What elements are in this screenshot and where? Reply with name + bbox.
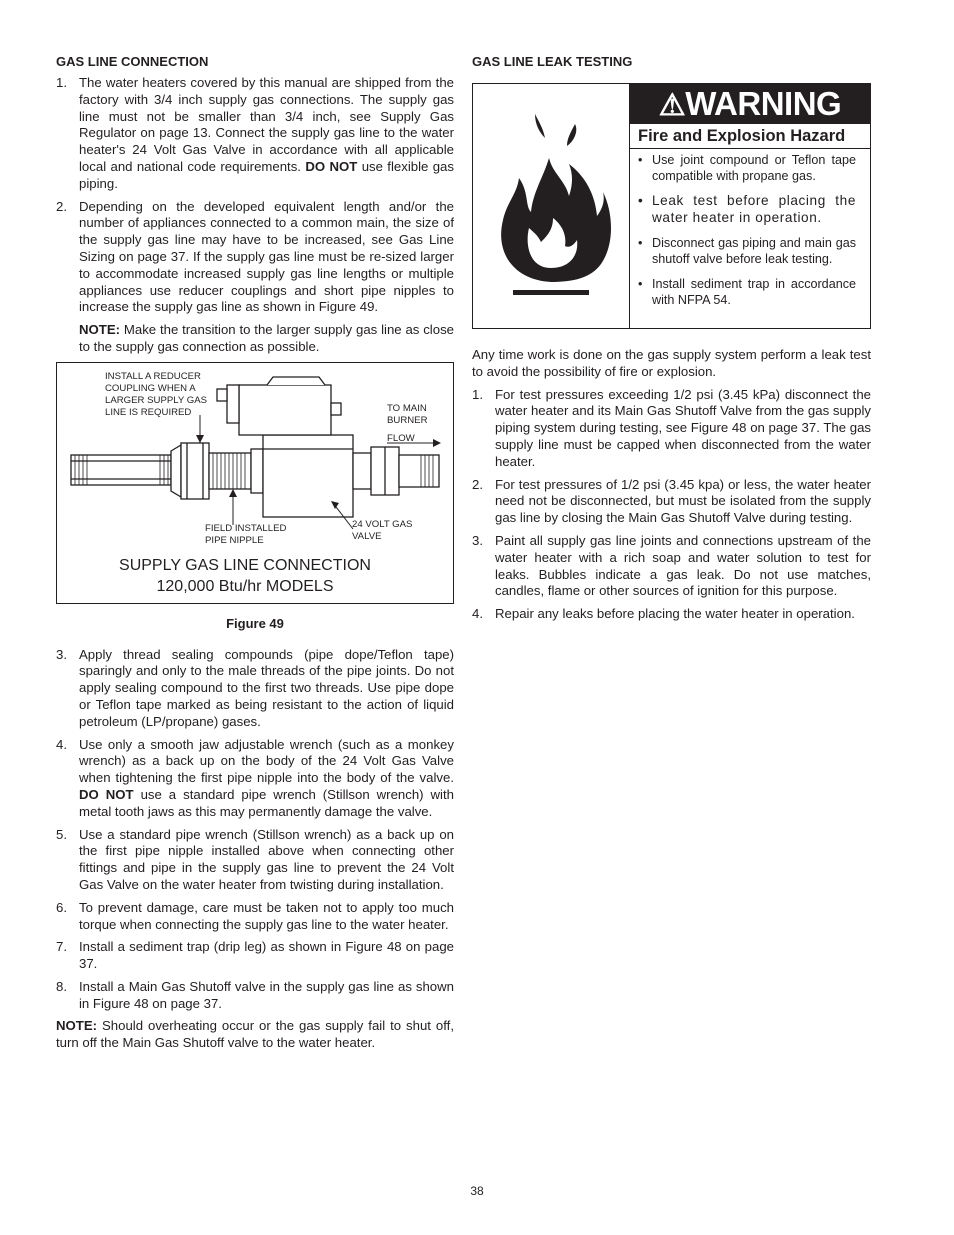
warning-bullet: • Leak test before placing the water heater in operation. [638, 193, 856, 225]
list-item: 5. Use a standard pipe wrench (Stillson wrench) as a back up on the first pipe nipple installed above when connecting other fittings and pipe in the supply gas line to prevent the 24 Volt Gas Valve on the water heater from twisting during installation. [56, 826, 454, 892]
list-item: 3. Paint all supply gas line joints and connections upstream of the water heater with a rich soap and water solution to test for leaks. Bubbles indicate a gas leak. Do not use matches, candles, flame or other sources of ignition for this purpose. [472, 532, 871, 599]
warning-header: ⚠WARNING [630, 84, 870, 124]
figure-49-box [56, 362, 454, 604]
label-pipe-nipple: FIELD INSTALLED PIPE NIPPLE [205, 522, 287, 546]
warning-triangle-icon: ⚠ [658, 89, 686, 122]
list-item: 3. Apply thread sealing compounds (pipe dope/Teflon tape) sparingly and only to the male threads of the pipe joints. Do not apply sealing compound to the first two threads. Use pipe dope or Teflon tape marked as being resistant to the action of liquid petroleum (LP/propane) gases. [56, 646, 454, 729]
list-item: 1. For test pressures exceeding 1/2 psi (3.45 kPa) disconnect the water heater and its Main Gas Shutoff Valve from the gas supply piping system during testing, see Figure 48 on page 37. The gas supply line must be capped when disconnected from the water heater. [472, 386, 871, 469]
warning-bullet: • Use joint compound or Teflon tape compatible with propane gas. [638, 153, 856, 183]
gas-line-connection-heading: GAS LINE CONNECTION [56, 54, 209, 69]
leak-test-intro: Any time work is done on the gas supply system perform a leak test to avoid the possibility of fire or explosion. [472, 347, 871, 379]
list-item: 2. For test pressures of 1/2 psi (3.45 kpa) or less, the water heater need not be disconnected, but must be isolated from the supply gas line by closing the Main Gas Shutoff Valve during testing. [472, 476, 871, 526]
list-item: 1. The water heaters covered by this manual are shipped from the factory with 3/4 inch supply gas connections. The supply gas line must not be smaller than 3/4 inch, see Supply Gas Regulator on page 13. Connect the supply gas line to the water heater's 24 Volt Gas Valve in accordance with all applicable local and national code requirements. DO NOT use flexible gas piping. [56, 75, 454, 191]
warning-bullet: • Install sediment trap in accordance with NFPA 54. [638, 277, 856, 307]
list-item: 2. Depending on the developed equivalent length and/or the number of appliances connected to a common main, the size of the supply gas line may have to be increased, see Gas Line Sizing on page 37. If the supply gas line must be re-sized larger to accommodate increased supply gas line lengths or multiple appliances use reducer couplings and short pipe nipples to increase the supply gas line as shown in Figure 49. [56, 198, 454, 315]
label-to-main-burner: TO MAIN BURNER [387, 402, 428, 426]
warning-bullets [638, 152, 856, 317]
warning-box [472, 83, 871, 329]
figure-title: SUPPLY GAS LINE CONNECTION 120,000 Btu/hr MODELS [119, 556, 371, 595]
hazard-title: Fire and Explosion Hazard [630, 124, 870, 149]
leak-testing-heading: GAS LINE LEAK TESTING [472, 54, 633, 69]
right-column [472, 54, 871, 629]
flame-icon-cell [473, 84, 630, 328]
flame-icon [473, 84, 629, 328]
figure-caption: Figure 49 [226, 615, 284, 631]
list-item: 4. Use only a smooth jaw adjustable wrench (such as a monkey wrench) as a back up on the body of the 24 Volt Gas Valve when tightening the first pipe nipple into the body of the valve. DO NOT use a standard pipe wrench (Stillson wrench) with metal tooth jaws as this may permanently damage the valve. [56, 736, 454, 819]
page-number: 38 [470, 1184, 484, 1198]
list-item: 8. Install a Main Gas Shutoff valve in the supply gas line as shown in Figure 48 on page 37. [56, 978, 454, 1011]
left-column [56, 54, 454, 1052]
note-transition: NOTE: Make the transition to the larger supply gas line as close to the supply gas connection as possible. [79, 322, 454, 354]
warning-bullet: • Disconnect gas piping and main gas shutoff valve before leak testing. [638, 236, 856, 266]
list-item: 7. Install a sediment trap (drip leg) as shown in Figure 48 on page 37. [56, 939, 454, 972]
list-item: 4. Repair any leaks before placing the water heater in operation. [472, 606, 855, 622]
note-overheating: NOTE: Should overheating occur or the gas supply fail to shut off, turn off the Main Gas Shutoff valve to the water heater. [56, 1018, 454, 1051]
label-reducer-coupling: INSTALL A REDUCER COUPLING WHEN A LARGER SUPPLY GAS LINE IS REQUIRED [105, 370, 208, 418]
label-flow: FLOW [387, 432, 415, 444]
list-item: 6. To prevent damage, care must be taken not to apply too much torque when connecting the supply gas line to the water heater. [56, 899, 454, 932]
label-gas-valve: 24 VOLT GAS VALVE [352, 518, 413, 542]
